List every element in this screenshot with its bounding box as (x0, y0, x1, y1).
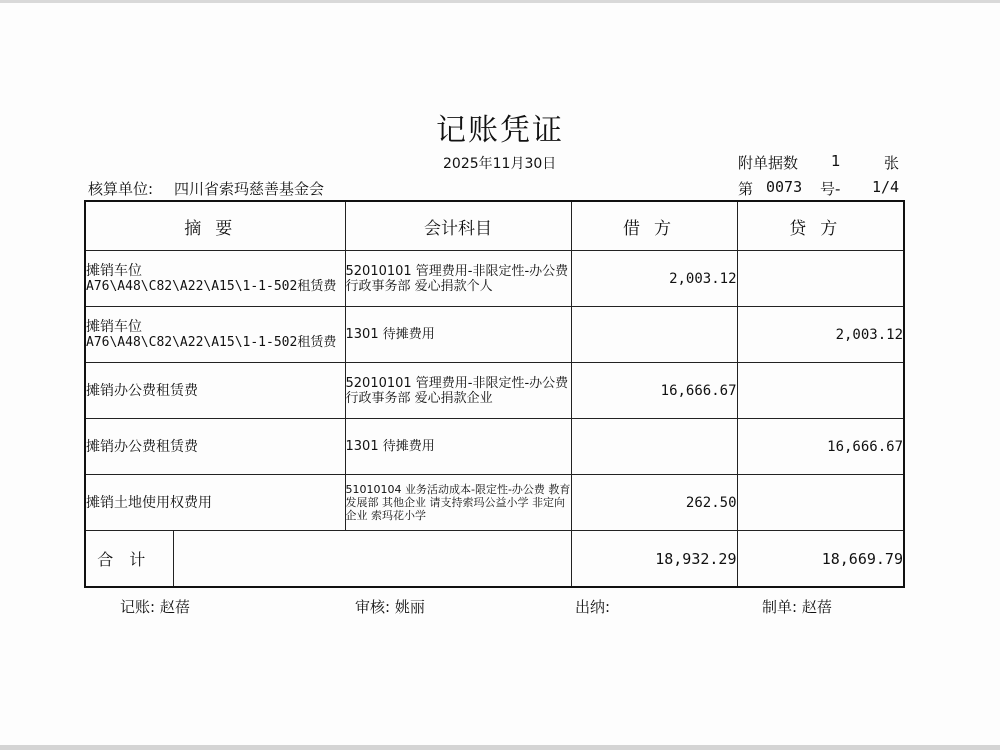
scan-edge-bottom (0, 745, 1000, 750)
row-debit (571, 307, 737, 363)
row-summary: 摊销车位 A76\A48\C82\A22\A15\1-1-502租赁费 (85, 307, 345, 363)
row-summary: 摊销办公费租赁费 (85, 419, 345, 475)
header-credit: 贷方 (737, 201, 904, 251)
voucher-number-suffix: 号- (820, 180, 841, 198)
voucher-number-prefix: 第 (738, 180, 754, 198)
row-debit: 16,666.67 (571, 363, 737, 419)
row-account: 1301 待摊费用 (345, 419, 571, 475)
table-row (85, 251, 904, 307)
row-credit: 16,666.67 (737, 419, 904, 475)
preparer-signature: 制单: 赵蓓 (762, 598, 832, 616)
attachments-count: 1 (831, 152, 841, 170)
row-summary: 摊销土地使用权费用 (85, 475, 345, 531)
row-summary: 摊销车位 A76\A48\C82\A22\A15\1-1-502租赁费 (85, 251, 345, 307)
row-account: 52010101 管理费用-非限定性-办公费 行政事务部 爱心捐款企业 (345, 363, 571, 419)
voucher-number: 0073 (766, 178, 803, 196)
table-header-row (85, 201, 904, 251)
row-account: 51010104 业务活动成本-限定性-办公费 教育发展部 其他企业 请支持索玛公益小学 非定向 企业 索玛花小学 (345, 475, 571, 531)
accounting-unit-label: 核算单位: (88, 180, 154, 198)
table-row (85, 419, 904, 475)
table-row (85, 307, 904, 363)
row-credit (737, 475, 904, 531)
voucher-date: 2025年11月30日 (443, 156, 557, 172)
total-credit: 18,669.79 (737, 531, 904, 588)
total-row (85, 531, 904, 588)
accounting-unit-name: 四川省索玛慈善基金会 (174, 180, 325, 198)
row-account: 1301 待摊费用 (345, 307, 571, 363)
attachments-unit: 张 (884, 154, 900, 172)
voucher-title: 记账凭证 (436, 113, 564, 148)
total-blank (173, 531, 571, 588)
attachments-label: 附单据数 (738, 154, 799, 172)
total-debit: 18,932.29 (571, 531, 737, 588)
bookkeeper-signature: 记账: 赵蓓 (120, 598, 190, 616)
voucher-table (84, 200, 905, 588)
header-summary: 摘要 (85, 201, 345, 251)
row-credit (737, 251, 904, 307)
scan-edge-top (0, 0, 1000, 3)
header-debit: 借方 (571, 201, 737, 251)
row-debit (571, 419, 737, 475)
row-account: 52010101 管理费用-非限定性-办公费 行政事务部 爱心捐款个人 (345, 251, 571, 307)
table-row (85, 363, 904, 419)
header-account: 会计科目 (345, 201, 571, 251)
row-summary: 摊销办公费租赁费 (85, 363, 345, 419)
row-debit: 262.50 (571, 475, 737, 531)
total-label: 合计 (85, 531, 173, 588)
row-credit: 2,003.12 (737, 307, 904, 363)
row-debit: 2,003.12 (571, 251, 737, 307)
table-row (85, 475, 904, 531)
row-credit (737, 363, 904, 419)
cashier-signature: 出纳: (575, 598, 611, 616)
voucher-page: 1/4 (872, 178, 900, 196)
auditor-signature: 审核: 姚丽 (355, 598, 425, 616)
